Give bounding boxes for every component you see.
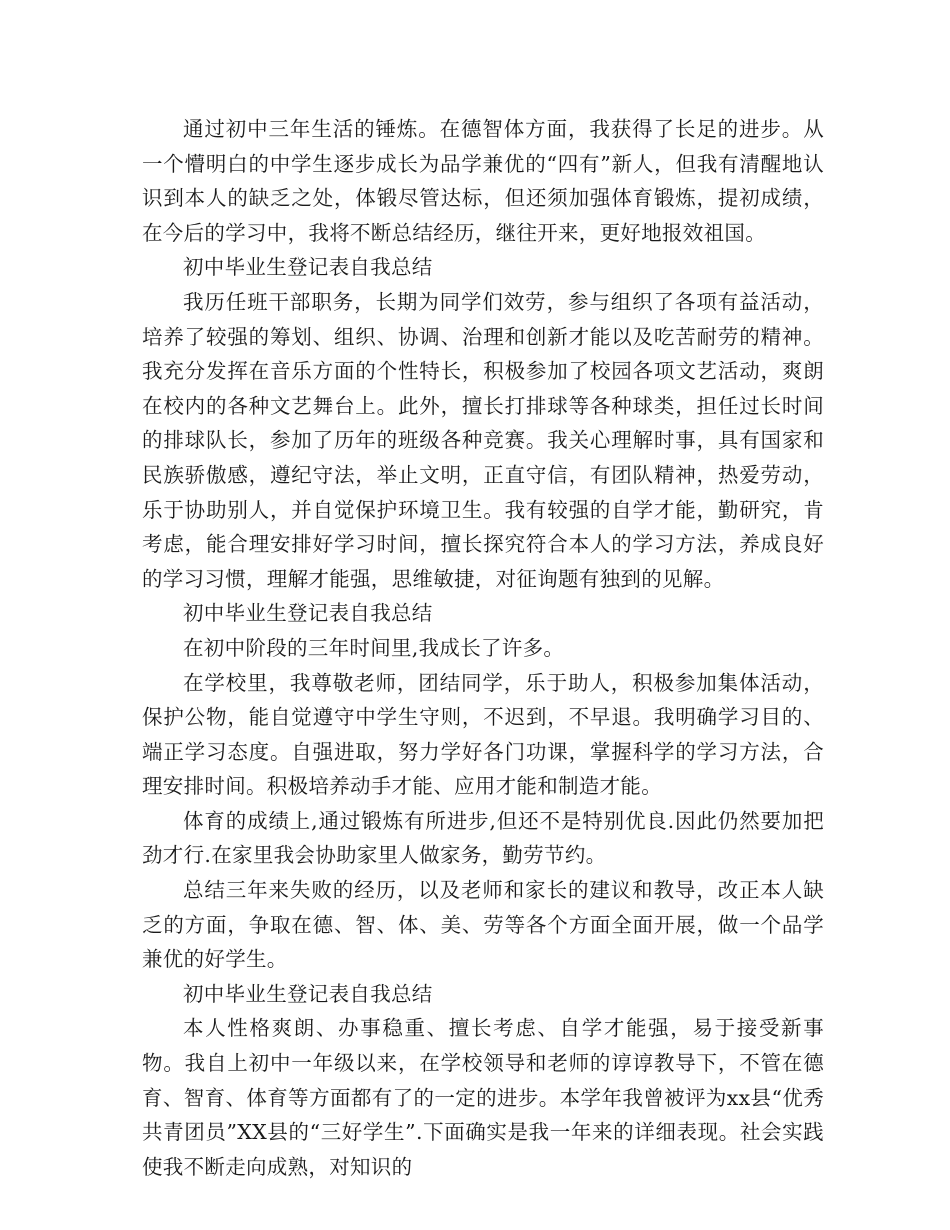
body-paragraph: 总结三年来失败的经历，以及老师和家长的建议和教导，改正本人缺乏的方面，争取在德、智、体、美、劳等各个方面全面开展，做一个品学兼优的好学生。 [142, 878, 824, 972]
section-heading: 初中毕业生登记表自我总结 [183, 601, 433, 626]
body-paragraph: 我历任班干部职务，长期为同学们效劳，参与组织了各项有益活动，培养了较强的筹划、组织、协调、治理和创新才能以及吃苦耐劳的精神。我充分发挥在音乐方面的个性特长，积极参加了校园各项文艺活动，爽朗在校内的各种文艺舞台上。此外，擅长打排球等各种球类，担任过长时间的排球队长，参加了历年的班级各种竞赛。我关心理解时事，具有国家和民族骄傲感，遵纪守法，举止文明，正直守信，有团队精神，热爱劳动，乐于协助别人，并自觉保护环境卫生。我有较强的自学才能，勤研究，肯考虑，能合理安排好学习时间，擅长探究符合本人的学习方法，养成良好的学习习惯，理解才能强，思维敏捷，对征询题有独到的见解。 [142, 289, 824, 591]
section-heading: 初中毕业生登记表自我总结 [183, 255, 433, 280]
section-heading: 初中毕业生登记表自我总结 [183, 981, 433, 1006]
body-paragraph: 在初中阶段的三年时间里,我成长了许多。 [183, 635, 565, 660]
body-paragraph: 本人性格爽朗、办事稳重、擅长考虑、自学才能强，易于接受新事物。我自上初中一年级以来，在学校领导和老师的谆谆教导下，不管在德育、智育、体育等方面都有了的一定的进步。本学年我曾被评为xx县“优秀共青团员”XX县的“三好学生”.下面确实是我一年来的详细表现。社会实践使我不断走向成熟，对知识的 [142, 1016, 824, 1179]
body-paragraph: 体育的成绩上,通过锻炼有所进步,但还不是特别优良.因此仍然要加把劲才行.在家里我会协助家里人做家务，勤劳节约。 [142, 808, 824, 868]
body-paragraph: 在学校里，我尊敬老师，团结同学，乐于助人，积极参加集体活动，保护公物，能自觉遵守中学生守则，不迟到，不早退。我明确学习目的、端正学习态度。自强进取，努力学好各门功课，掌握科学的学习方法，合理安排时间。积极培养动手才能、应用才能和制造才能。 [142, 670, 824, 799]
document-page [142, 112, 824, 1184]
body-paragraph: 通过初中三年生活的锤炼。在德智体方面，我获得了长足的进步。从一个懵明白的中学生逐步成长为品学兼优的“四有”新人，但我有清醒地认识到本人的缺乏之处，体锻尽管达标，但还须加强体育锻炼，提初成绩，在今后的学习中，我将不断总结经历，继往开来，更好地报效祖国。 [142, 117, 824, 245]
